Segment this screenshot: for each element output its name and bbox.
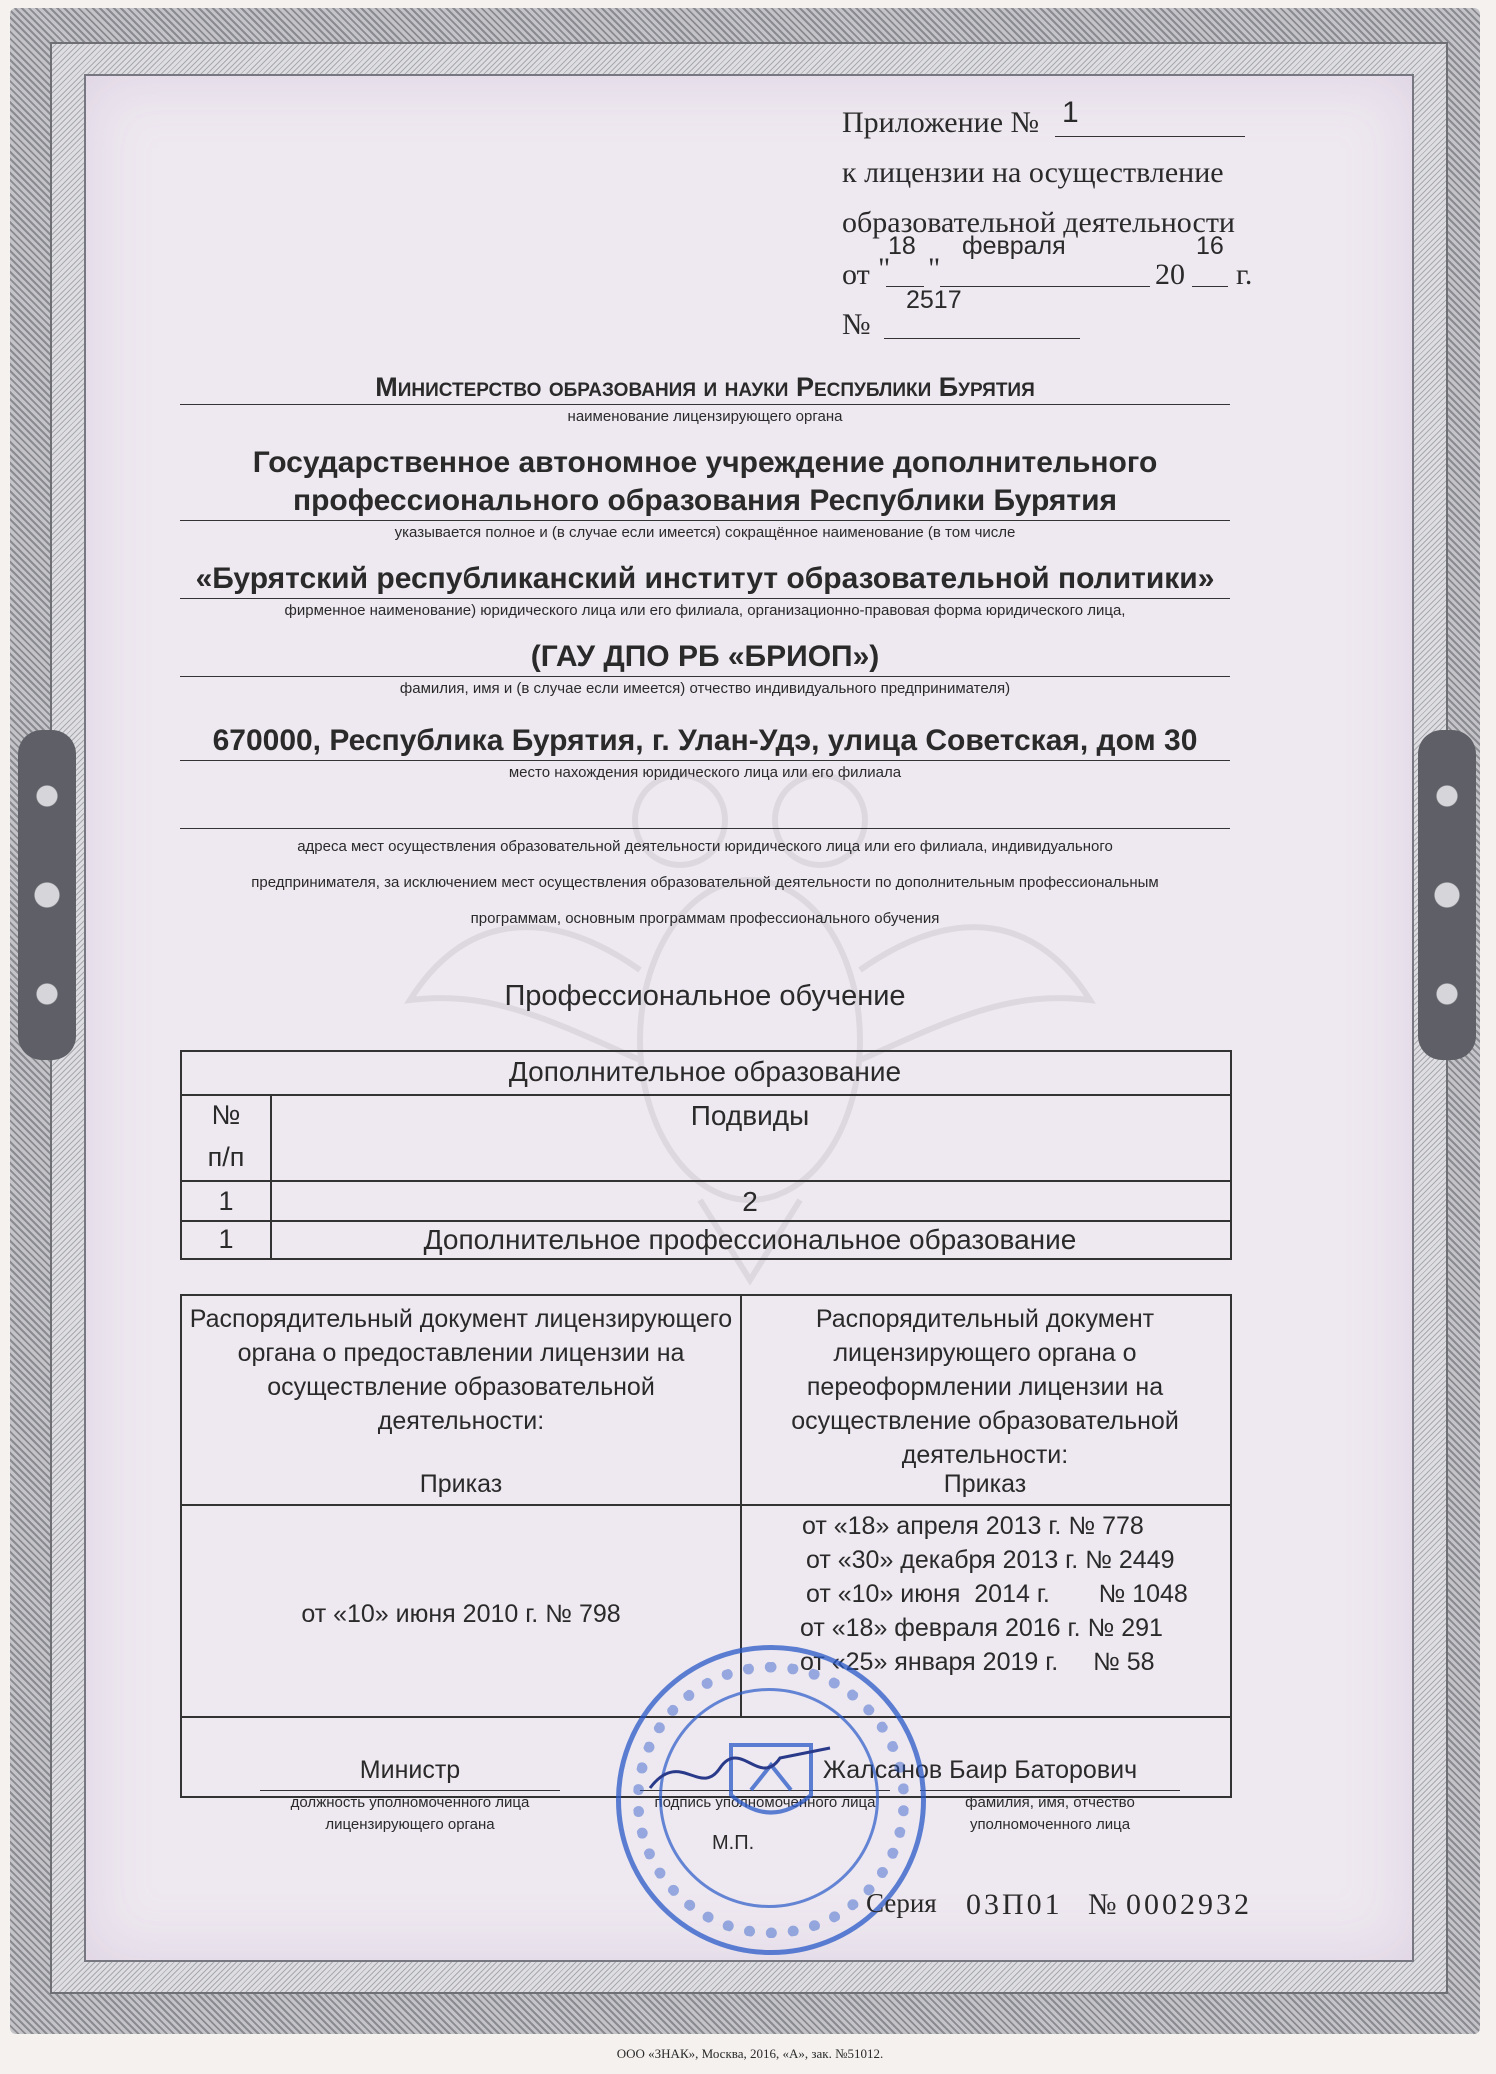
licensee-short-name: (ГАУ ДПО РБ «БРИОП»): [530, 640, 880, 673]
index-cell-2: 2: [742, 1186, 758, 1217]
right-doc-value-2: от «30» декабря 2013 г. № 2449: [806, 1546, 1175, 1574]
col-num-header-2: п/п: [207, 1142, 245, 1172]
right-doc-value-1: от «18» апреля 2013 г. № 778: [802, 1512, 1144, 1540]
licensee-caption2: фирменное наименование) юридического лица или его филиала, организационно-правовая форма юридического лица,: [284, 602, 1126, 619]
authority-caption: наименование лицензирующего органа: [567, 408, 843, 425]
printer-imprint: ООО «ЗНАК», Москва, 2016, «А», зак. №51012.: [616, 2046, 884, 2061]
col-num-header-1: №: [211, 1100, 241, 1130]
license-month: февраля: [962, 232, 1066, 260]
right-doc-value-3: от «10» июня 2014 г. № 1048: [806, 1580, 1188, 1608]
signer-fio: Жалсанов Баир Баторович: [822, 1756, 1138, 1784]
right-ornament: [1418, 730, 1476, 1060]
position-caption-2: лицензирующего органа: [325, 1816, 495, 1833]
row-num: 1: [218, 1224, 234, 1254]
col-subtype-header: Подвиды: [690, 1100, 810, 1131]
appendix-number: 1: [1062, 96, 1079, 129]
day-line: [886, 260, 924, 287]
series-label: Серия: [866, 1888, 937, 1918]
series-value: 03П01: [966, 1888, 1063, 1921]
licensee-address: 670000, Республика Бурятия, г. Улан-Удэ, улица Советская, дом 30: [212, 724, 1198, 757]
appendix-number-line: [1055, 108, 1245, 137]
appendix-line3: образовательной деятельности: [842, 206, 1235, 239]
licensee-caption3: фамилия, имя и (в случае если имеется) отчество индивидуального предпринимателя): [399, 680, 1011, 697]
license-year: 16: [1196, 232, 1224, 260]
number-label: №: [842, 308, 871, 341]
fio-caption-2: уполномоченного лица: [969, 1816, 1131, 1833]
position-caption-1: должность уполномоченного лица: [290, 1794, 530, 1811]
signer-position: Министр: [359, 1756, 461, 1784]
licensee-caption4: место нахождения юридического лица или его филиала: [508, 764, 902, 781]
series-num-label: №: [1088, 1888, 1117, 1921]
section-title: Профессиональное обучение: [504, 980, 906, 1012]
year-line: [1192, 260, 1228, 287]
licensee-caption5-line1: адреса мест осуществления образовательной деятельности юридического лица или его филиала, индивидуального: [297, 838, 1113, 855]
right-doc-header: Распорядительный документ лицензирующего органа о переоформлении лицензии на осуществление образовательной деятельности:: [791, 1305, 1179, 1469]
programs-table-title: Дополнительное образование: [508, 1056, 902, 1087]
year-unit: г.: [1236, 258, 1253, 291]
licensee-caption5-line3: программам, основным программам профессионального обучения: [470, 910, 940, 927]
signature-mark: [640, 1728, 840, 1808]
licensee-name-line2: профессионального образования Республики Бурятия: [292, 484, 1118, 517]
form-number: 0002932: [1126, 1888, 1252, 1921]
number-line: [884, 312, 1080, 339]
mp-label: М.П.: [712, 1832, 755, 1854]
left-doc-subheader: Приказ: [419, 1470, 503, 1498]
right-doc-value-4: от «18» февраля 2016 г. № 291: [800, 1614, 1163, 1642]
authority-name: Министерство образования и науки Республики Бурятия: [375, 372, 1035, 402]
right-doc-value-5: от «25» января 2019 г. № 58: [800, 1648, 1155, 1676]
signature-caption: подпись уполномоченного лица: [654, 1794, 876, 1811]
month-line: [940, 260, 1150, 287]
fio-caption-1: фамилия, имя, отчество: [965, 1794, 1135, 1811]
license-number: 2517: [906, 286, 962, 314]
left-ornament: [18, 730, 76, 1060]
row-subtype: Дополнительное профессиональное образование: [423, 1224, 1077, 1255]
appendix-label: Приложение №: [842, 106, 1040, 139]
left-doc-value: от «10» июня 2010 г. № 798: [301, 1600, 621, 1628]
year-prefix: 20: [1155, 258, 1185, 291]
index-cell-1: 1: [218, 1186, 234, 1216]
left-doc-header: Распорядительный документ лицензирующего органа о предоставлении лицензии на осуществление образовательной деятельности:: [189, 1305, 733, 1435]
licensee-caption1: указывается полное и (в случае если имеется) сокращённое наименование (в том числе: [394, 524, 1016, 541]
appendix-line2: к лицензии на осуществление: [842, 156, 1224, 189]
from-label: от: [842, 258, 870, 291]
licensee-name-line1: Государственное автономное учреждение дополнительного: [252, 446, 1158, 479]
right-doc-subheader: Приказ: [943, 1470, 1027, 1498]
licensee-name-line3: «Бурятский республиканский институт образовательной политики»: [195, 562, 1215, 595]
license-day: 18: [888, 232, 916, 260]
licensee-caption5-line2: предпринимателя, за исключением мест осуществления образовательной деятельности по дополнительным профессиональным: [251, 874, 1159, 891]
